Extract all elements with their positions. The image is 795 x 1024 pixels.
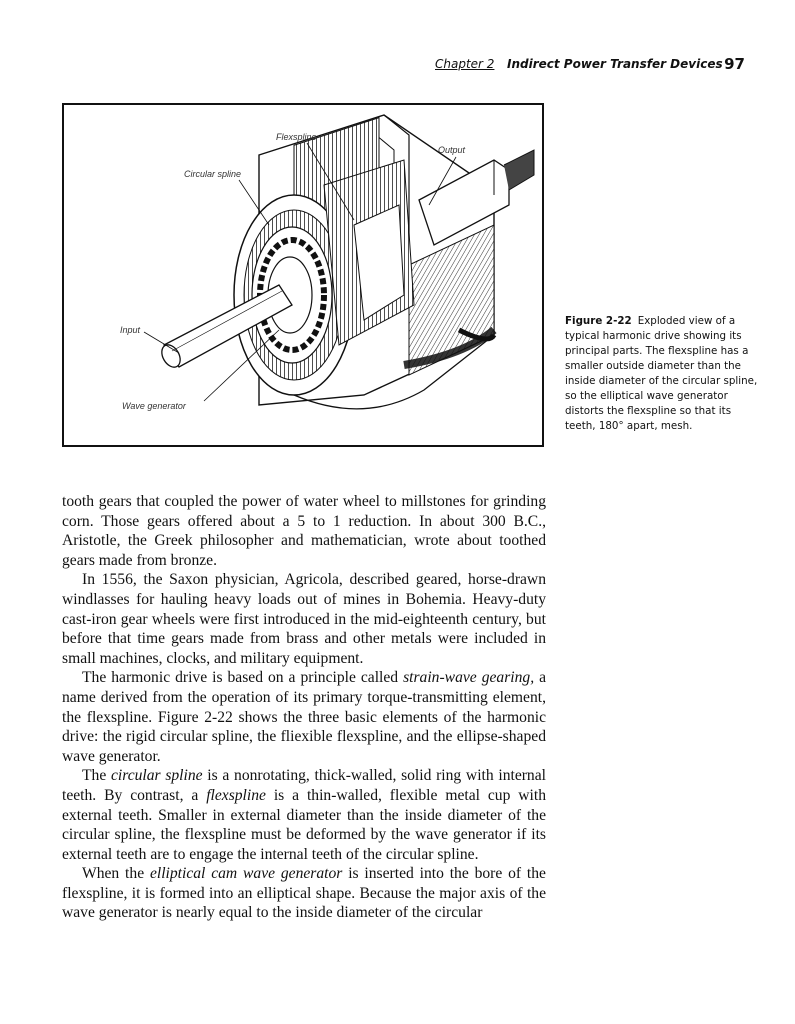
label-wave-generator: Wave generator [122, 401, 186, 411]
label-circular-spline: Circular spline [184, 169, 242, 179]
paragraph-5 [62, 864, 546, 923]
figure-caption [565, 314, 760, 434]
paragraph-3-text-a: The harmonic drive is based on a principle called [82, 669, 404, 687]
paragraph-5-text-a: When the [82, 865, 150, 883]
paragraph-2: In 1556, the Saxon physician, Agricola, described geared, horse-drawn windlasses for hauling heavy loads out of mines in Bohemia. Heavy-duty cast-iron gear wheels were first introduced in the mid-eighteenth century, but before that time gears made from brass and other metals were included in small machines, clocks, and military equipment. [62, 571, 546, 667]
chapter-title: Indirect Power Transfer Devices [507, 57, 723, 71]
label-output: Output [438, 145, 466, 155]
paragraph-1: tooth gears that coupled the power of water wheel to millstones for grinding corn. Those gears offered about a 5 to 1 reduction. In about 300 B.C., Aristotle, the Greek philosopher and mathematician, wrote about toothed gears made from bronze. [62, 493, 546, 569]
term-flexspline: flexspline [206, 786, 266, 804]
page-number: 97 [724, 55, 745, 73]
paragraph-3-text-b: a name derived from the operation of its primary torque-transmitting element, the flexspline. Figure 2-22 shows the three basic elements of the harmonic drive: the rigid circular spline, the fliexible flexspline, and the ellipse-shaped wave generator. [62, 669, 547, 765]
term-circular-spline: circular spline [110, 767, 203, 785]
term-elliptical-cam-wave-generator: elliptical cam wave generator [149, 865, 343, 883]
caption-text: Exploded view of a typical harmonic drive showing its principal parts. The flexspline has a smaller outside diameter than the inside diameter of the circular spline, so the elliptical wave generator distorts the flexspline so that its teeth, 180° apart, mesh. [565, 315, 758, 432]
running-header [430, 55, 750, 75]
label-flexspline: Flexspline [276, 132, 317, 142]
body-text [62, 492, 546, 923]
figure-2-22 [62, 103, 544, 447]
label-input: Input [120, 325, 141, 335]
term-strain-wave-gearing: strain-wave gearing, [403, 669, 535, 687]
chapter-label: Chapter 2 [435, 57, 495, 71]
paragraph-4-text-a: The [82, 767, 111, 785]
paragraph-4 [62, 766, 546, 864]
paragraph-3 [62, 668, 546, 766]
paragraph-4-text-c: is a thin-walled, flexible metal cup with external teeth. Smaller in external diameter than the inside diameter of the circular spline, the flexspline must be deformed by the wave generator if its external teeth are to engage the internal teeth of the circular spline. [62, 786, 546, 863]
paragraph-5-text-b: is inserted into the bore of the flexspline, it is formed into an elliptical shape. Because the major axis of the wave generator is nearly equal to the inside diameter of the circular [62, 865, 546, 922]
paragraph-4-text-b: is a nonrotating, thick-walled, solid ring with internal teeth. By contrast, a [62, 767, 546, 804]
harmonic-drive-illustration [64, 105, 542, 445]
caption-label: Figure 2-22 [565, 315, 632, 327]
